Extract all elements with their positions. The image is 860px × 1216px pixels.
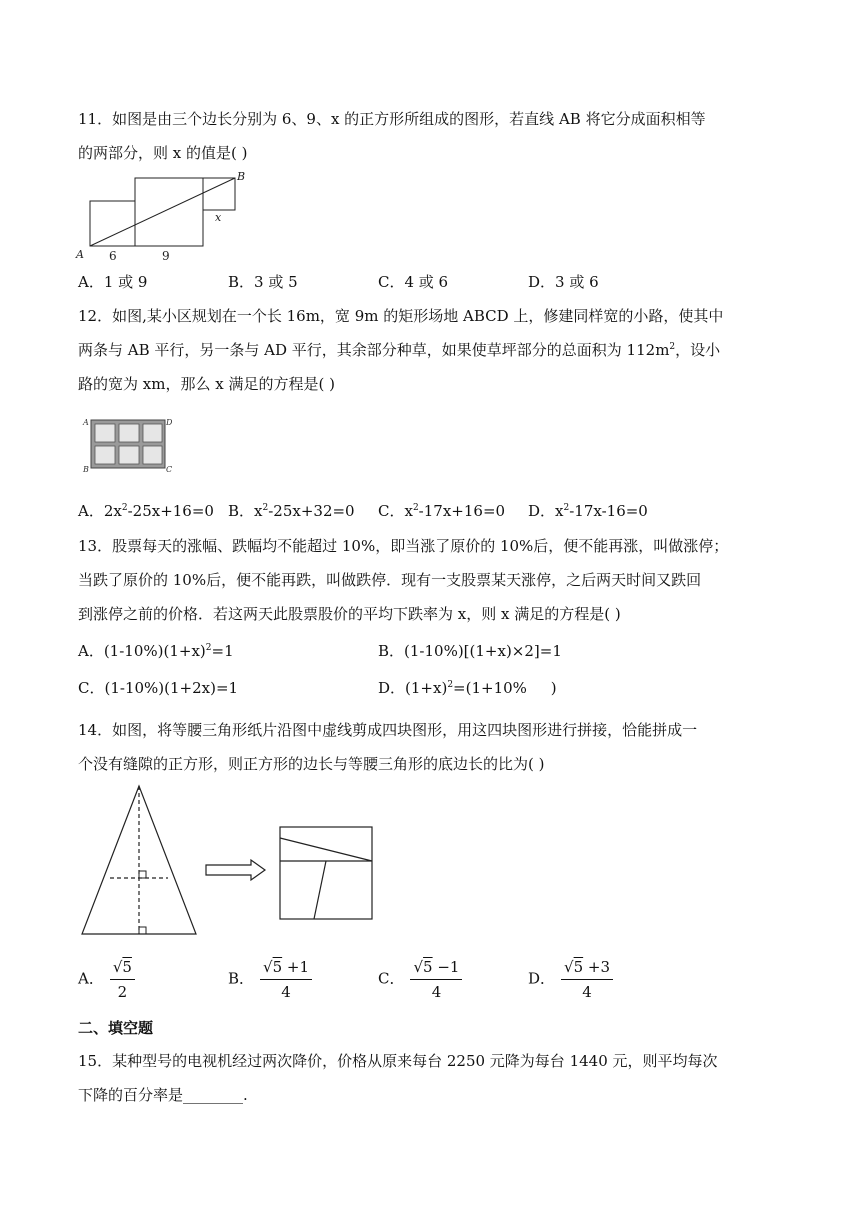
arrow-icon — [206, 860, 265, 880]
q12-option-d: D．$x^2-17x-16=0$ — [528, 502, 648, 520]
q15-text-line2: 下降的百分率是________. — [78, 1086, 248, 1104]
q11-text-line1: 11．如图是由三个边长分别为 6、9、x 的正方形所组成的图形，若直线 AB 将它分成面积相等 — [78, 110, 706, 128]
q13-option-c: C．(1-10%)(1+2x)=1 — [78, 679, 239, 697]
q12-option-b: B．$x^2-25x+32=0$ — [228, 502, 355, 520]
q14-option-d-letter: D． — [528, 969, 556, 988]
q14-option-a-letter: A． — [78, 969, 104, 988]
q13-option-a: A．$(1-10\%)(1+x)^2=1$ — [78, 642, 234, 660]
q11-text-line2: 的两部分，则 x 的值是( ) — [78, 144, 248, 162]
q11-option-d: D．3 或 6 — [528, 273, 599, 291]
q11-option-a: A．1 或 9 — [78, 273, 148, 291]
square-6 — [90, 201, 135, 246]
square-9 — [135, 178, 203, 246]
label-b: B — [237, 170, 246, 183]
label-b: B — [83, 465, 89, 474]
line-ab — [90, 178, 235, 246]
section-title-fill-in: 二、填空题 — [78, 1019, 154, 1037]
q12-text-line1: 12．如图,某小区规划在一个长 16m，宽 9m 的矩形场地 ABCD 上，修建同样宽的小路，使其中 — [78, 307, 724, 325]
q11-option-b: B．3 或 5 — [228, 273, 298, 291]
q14-option-c-fraction: $\frac{√5 -1}{4}$ — [410, 956, 462, 1003]
q12-option-a: A．$2x^2-25x+16=0$ — [78, 502, 214, 520]
q12-text-line3: 路的宽为 xm，那么 x 满足的方程是( ) — [78, 375, 335, 393]
q15-text-line1: 15．某种型号的电视机经过两次降价，价格从原来每台 2250 元降为每台 1440 元，则平均每次 — [78, 1052, 718, 1070]
label-x: x — [215, 211, 222, 224]
q13-option-b: B．(1-10%)[(1+x)×2]=1 — [378, 642, 562, 660]
q14-option-a-fraction: $\frac{√5}{2}$ — [110, 956, 135, 1003]
q11-squares-figure — [72, 168, 272, 264]
q14-text-line2: 个没有缝隙的正方形，则正方形的边长与等腰三角形的底边长的比为( ) — [78, 755, 545, 773]
q13-text-line3: 到涨停之前的价格．若这两天此股票股价的平均下跌率为 x，则 x 满足的方程是( ) — [78, 605, 621, 623]
q14-option-b-fraction: $\frac{√5 +1}{4}$ — [260, 956, 312, 1003]
assembled-square — [280, 827, 372, 919]
label-9: 9 — [162, 249, 170, 263]
q14-text-line1: 14．如图，将等腰三角形纸片沿图中虚线剪成四块图形，用这四块图形进行拼接，恰能拼成一 — [78, 721, 698, 739]
q11-option-c: C．4 或 6 — [378, 273, 449, 291]
q14-triangle-to-square-figure — [76, 782, 386, 942]
square-x — [203, 178, 235, 210]
label-c: C — [166, 465, 173, 474]
q14-option-b-letter: B． — [228, 969, 255, 988]
q12-option-c: C．$x^2-17x+16=0$ — [378, 502, 506, 520]
q14-option-c-letter: C． — [378, 969, 405, 988]
q14-option-c — [378, 956, 462, 1003]
q14-option-d-fraction: $\frac{√5 +3}{4}$ — [561, 956, 613, 1003]
q14-option-d — [528, 956, 613, 1003]
label-6: 6 — [109, 249, 117, 263]
label-d: D — [166, 418, 173, 427]
q12-rectangle-figure — [82, 416, 177, 474]
q14-option-a — [78, 956, 135, 1003]
q13-text-line2: 当跌了原价的 10%后，便不能再跌，叫做跌停．现有一支股票某天涨停，之后两天时间又跌回 — [78, 571, 702, 589]
q12-text-line2: 两条与 AB 平行，另一条与 AD 平行，其余部分种草，如果使草坪部分的总面积为 $112m^2$，设小 — [78, 341, 721, 359]
q13-text-line1: 13．股票每天的涨幅、跌幅均不能超过 10%，即当涨了原价的 10%后，便不能再涨，叫做涨停； — [78, 537, 729, 555]
label-a: A — [83, 418, 89, 427]
q14-option-b — [228, 956, 312, 1003]
label-a: A — [76, 248, 84, 261]
q13-option-d: D．$(1+x)^2=(1+10\%$ ) — [378, 679, 557, 697]
